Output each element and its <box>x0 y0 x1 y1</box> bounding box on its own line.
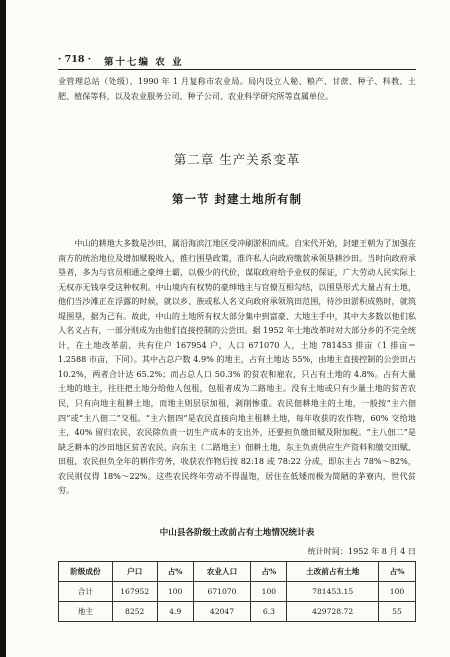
column-header: 占% <box>379 562 416 582</box>
part-title: 第十七编 农 业 <box>104 57 184 68</box>
table-cell: 671070 <box>193 582 251 602</box>
header-rule <box>58 69 416 70</box>
table-cell: 167952 <box>112 582 157 602</box>
table-cell: 100 <box>251 582 287 602</box>
table-cell: 100 <box>379 582 416 602</box>
section-heading: 第一节 封建土地所有制 <box>171 192 302 206</box>
table-row <box>59 602 416 622</box>
table-cell: 4.9 <box>157 602 193 622</box>
column-header: 土改前占有土地 <box>287 562 379 582</box>
table-caption: 中山县各阶级土改前占有土地情况统计表 <box>159 528 315 538</box>
column-header: 占% <box>157 562 193 582</box>
column-header: 农业人口 <box>193 562 251 582</box>
table-cell: 8252 <box>112 602 157 622</box>
table-cell: 6.3 <box>251 602 287 622</box>
column-header: 阶级成份 <box>59 562 113 582</box>
table-cell: 55 <box>379 602 416 622</box>
table-header-row <box>59 562 416 582</box>
paragraph-land-ownership: 中山的耕地大多数是沙田，属沿海滨江地区受冲刷淤积而成。自宋代开始，封建王朝为了加强在南方的统治地位及增加赋税收入，推行围垦政策，准许私人向政府缴款承领垦耕沙田。当时向政府承垦者，多为与官员相通之豪绅土霸，以极少的代价，谋取政府给予业权的保证，广大劳动人民实际上无权亦无钱享受这种权利。中山境内有权势的豪绅地主与官僚互相勾结，以围垦形式大量占有土地，他们当沙滩正在浮露的时候，就以乡、族或私人名义向政府承领筑田范围，待沙田淤积成熟时，就筑堤围垦，据为己有。故此，中山的土地所有权大部分集中到富豪、大地主手中，其中大多数以他们私人名义占有，一部分则成为由他们直接控制的公尝田。据 1952 年土地改革时对大部分乡的不完全统计，在土地改革前，共有住户 167954 户，人口 671070 人，土地 781453 排亩（1 排亩＝1.2588 市亩，下同）。其中占总户数 4.9% 的地主，占有土地达 55%，由地主直接控制的公尝田占 10.2%，两者合计达 65.2%；而占总人口 50.3% 的贫农和雇农，只占有土地的 4.8%。占有大量土地的地主，往往把土地分给他人包租，包租者成为二路地主。没有土地或只有少量土地的贫苦农民，只有向地主租耕土地，而地主则层层加租，剥削惨重。农民佃耕地主的土地，一般按“主六佃四”或“主八佃二”交租。“主六佃四”是农民直接向地主租耕土地，每年收获的农作物，60% 交给地主，40% 留归农民，农民除负责一切生产成本的支出外，还要担负缴田赋及附加税。“主八佃二”是缺乏耕本的沙田地区贫苦农民，向东主（二路地主）佃耕土地，东主负责供应生产资料和缴交田赋、田租，农民担负全年的耕作劳务，收获农作物后按 82:18 或 78:22 分成，即东主占 78%～82%，农民则仅得 18%～22%。这些农民终年劳动不得温饱，居住在低矮而极为简陋的茅寮内，世代贫穷。 <box>58 238 416 496</box>
table-cell: 781453.15 <box>287 582 379 602</box>
column-header: 户口 <box>112 562 157 582</box>
column-header: 占% <box>251 562 287 582</box>
land-statistics-table <box>58 561 416 622</box>
page-edge-shadow <box>0 0 6 657</box>
running-header <box>58 54 418 68</box>
table-date: 统计时间：1952 年 8 月 4 日 <box>307 546 416 556</box>
table-cell: 地主 <box>59 602 113 622</box>
table-cell: 42047 <box>193 602 251 622</box>
table-cell: 100 <box>157 582 193 602</box>
table-row <box>59 582 416 602</box>
table-cell: 合计 <box>59 582 113 602</box>
page-number: · 718 · <box>58 54 92 65</box>
chapter-heading: 第二章 生产关系变革 <box>173 152 301 167</box>
paragraph-continuation: 业管理总站（处级），1990 年 1 月复称市农业局。局内设立人秘、粮产、甘蔗、种子、科教、土肥、植保等科，以及农业服务公司、种子公司、农业科学研究所等直属单位。 <box>58 76 416 101</box>
table-cell: 429728.72 <box>287 602 379 622</box>
